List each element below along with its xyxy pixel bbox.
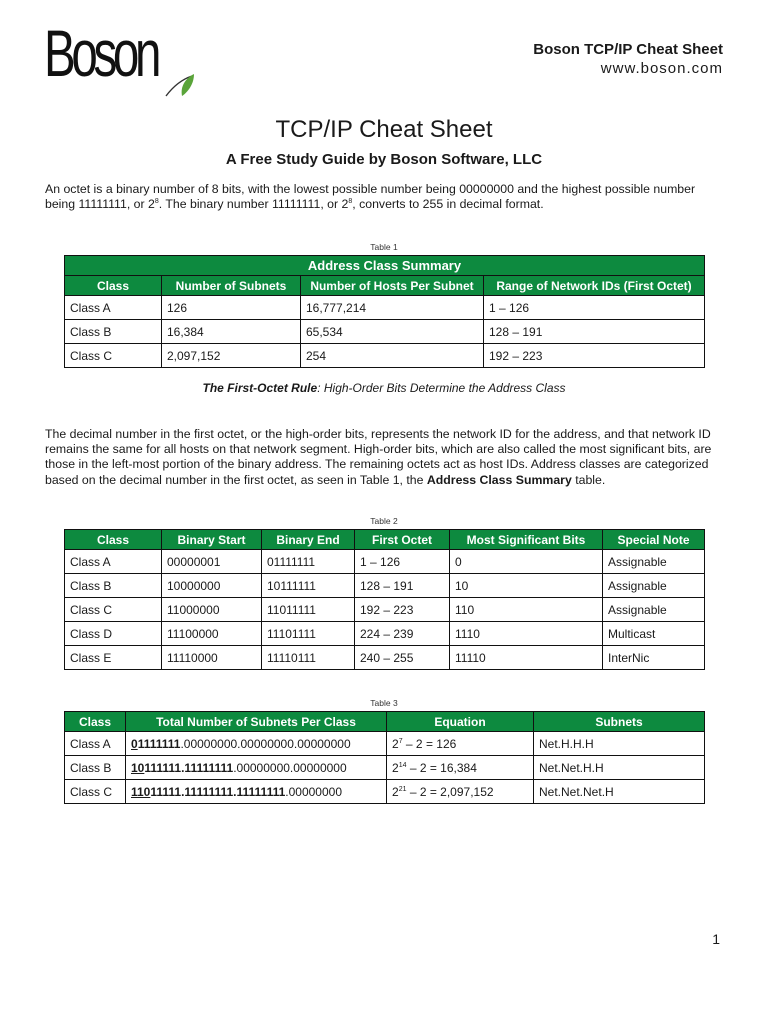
eq-rest: – 2 = 16,384 — [406, 760, 477, 775]
table-cell: 10000000 — [162, 574, 262, 598]
table-cell: 01111111 — [262, 550, 355, 574]
table-cell: 192 – 223 — [484, 344, 705, 368]
table2-header: Class — [65, 530, 162, 550]
table3-header: Class — [65, 712, 126, 732]
body-paragraph — [45, 427, 725, 488]
table3-caption: Table 3 — [370, 698, 398, 708]
intro-exponent-2: 8 — [348, 198, 353, 206]
table-cell: 11000000 — [162, 598, 262, 622]
table-cell: Class D — [65, 622, 162, 646]
table-cell: 192 – 223 — [355, 598, 450, 622]
host-bits: .00000000.00000000.00000000 — [180, 736, 351, 751]
table2-header: Special Note — [603, 530, 705, 550]
table-cell — [387, 732, 534, 756]
table2-caption: Table 2 — [370, 516, 398, 526]
intro-text-b: . The binary number 11111111, or 2 — [158, 197, 349, 212]
table-cell — [387, 780, 534, 804]
table-cell: Class C — [65, 344, 162, 368]
table1-header: Number of Hosts Per Subnet — [301, 276, 484, 296]
table-row — [65, 550, 705, 574]
table-cell — [126, 732, 387, 756]
table3-header: Total Number of Subnets Per Class — [126, 712, 387, 732]
table-cell: 0 — [450, 550, 603, 574]
first-octet-table — [64, 529, 705, 670]
table-cell: Class A — [65, 296, 162, 320]
eq-rest: – 2 = 126 — [402, 736, 457, 751]
table-cell: 126 — [162, 296, 301, 320]
table1-header: Range of Network IDs (First Octet) — [484, 276, 705, 296]
first-octet-rule — [0, 381, 768, 395]
page-number: 1 — [712, 931, 720, 947]
page-title: TCP/IP Cheat Sheet — [275, 116, 493, 143]
table-cell: 00000001 — [162, 550, 262, 574]
table2-header: First Octet — [355, 530, 450, 550]
table1-header: Number of Subnets — [162, 276, 301, 296]
table3-header: Equation — [387, 712, 534, 732]
host-bits: .00000000.00000000 — [233, 760, 347, 775]
table-cell: 2,097,152 — [162, 344, 301, 368]
intro-paragraph — [45, 182, 725, 212]
eq-base: 2 — [392, 784, 399, 799]
intro-text-a: An octet is a binary number of 8 bits, with the lowest possible number being 00000000 and the highest possible number being 11111111, or 2 — [45, 182, 696, 212]
table-cell: 110 — [450, 598, 603, 622]
table-cell: 128 – 191 — [355, 574, 450, 598]
table-cell: Class C — [65, 598, 162, 622]
eq-base: 2 — [392, 736, 399, 751]
table-cell: 128 – 191 — [484, 320, 705, 344]
table-cell: Class A — [65, 550, 162, 574]
table-cell: 1110 — [450, 622, 603, 646]
table-cell: Class E — [65, 646, 162, 670]
table-cell: 1 – 126 — [484, 296, 705, 320]
host-bits: .00000000 — [285, 784, 342, 799]
table-cell: 1 – 126 — [355, 550, 450, 574]
eq-exponent: 14 — [398, 761, 407, 769]
table-row — [65, 622, 705, 646]
table-cell: 11110111 — [262, 646, 355, 670]
table-cell: 224 – 239 — [355, 622, 450, 646]
table-row — [65, 646, 705, 670]
table-cell: InterNic — [603, 646, 705, 670]
table-cell: Assignable — [603, 598, 705, 622]
eq-exponent: 21 — [398, 785, 407, 793]
table2-header: Most Significant Bits — [450, 530, 603, 550]
table-cell: Net.H.H.H — [534, 732, 705, 756]
table-cell: Multicast — [603, 622, 705, 646]
table1-header: Class — [65, 276, 162, 296]
table-cell: 16,777,214 — [301, 296, 484, 320]
table-cell: Class A — [65, 732, 126, 756]
table-row — [65, 574, 705, 598]
table-cell: 11100000 — [162, 622, 262, 646]
network-bits-underlined: 10 — [131, 760, 145, 775]
header-url[interactable]: www.boson.com — [600, 60, 723, 77]
logo-wordmark: Boson — [44, 16, 158, 90]
eq-rest: – 2 = 2,097,152 — [406, 784, 494, 799]
network-bits: 1111111 — [137, 736, 181, 751]
table-cell: 10111111 — [262, 574, 355, 598]
table2-header: Binary Start — [162, 530, 262, 550]
table-row — [65, 296, 705, 320]
body-bold-text: Address Class Summary — [426, 472, 572, 487]
table-cell: Assignable — [603, 550, 705, 574]
table-row — [65, 732, 705, 756]
rule-rest: : High-Order Bits Determine the Address Class — [317, 381, 566, 395]
table-cell: Class B — [65, 574, 162, 598]
table-cell: 11101111 — [262, 622, 355, 646]
table-cell: 10 — [450, 574, 603, 598]
intro-exponent-1: 8 — [154, 198, 159, 206]
table-cell: Class C — [65, 780, 126, 804]
table-cell: 16,384 — [162, 320, 301, 344]
table-row — [65, 756, 705, 780]
table-cell: 11110 — [450, 646, 603, 670]
table-cell: Class B — [65, 756, 126, 780]
table-row — [65, 320, 705, 344]
table-cell: 65,534 — [301, 320, 484, 344]
address-class-summary-table — [64, 255, 705, 368]
table2-header: Binary End — [262, 530, 355, 550]
network-bits: 11111.11111111.11111111 — [150, 784, 286, 799]
rule-bold: The First-Octet Rule — [202, 381, 318, 395]
table-row — [65, 780, 705, 804]
table1-title: Address Class Summary — [65, 256, 705, 276]
table-cell: Assignable — [603, 574, 705, 598]
table-cell: 11110000 — [162, 646, 262, 670]
body-text: The decimal number in the first octet, or the high-order bits, represents the network ID for the address, and that network ID remains the same for all hosts on that network segment. High-order bits, which are also called the most significant bits, are those in the left-most portion of the binary address. The remaining octets act as host IDs. Address classes are categorized based on the decimal number in the first octet, as seen in Table 1, the — [45, 427, 712, 487]
network-bits: 111111.11111111 — [144, 760, 234, 775]
table-cell — [126, 780, 387, 804]
header-title: Boson TCP/IP Cheat Sheet — [533, 41, 723, 58]
table-cell: 11011111 — [262, 598, 355, 622]
network-bits-underlined: 0 — [131, 736, 138, 751]
eq-exponent: 7 — [398, 737, 403, 745]
table-cell: Net.Net.H.H — [534, 756, 705, 780]
table-cell: Class B — [65, 320, 162, 344]
intro-text-c: , converts to 255 in decimal format. — [352, 197, 544, 212]
leaf-icon — [162, 66, 198, 102]
subnets-per-class-table — [64, 711, 705, 804]
table-cell: 240 – 255 — [355, 646, 450, 670]
table-row — [65, 598, 705, 622]
network-bits-underlined: 110 — [131, 784, 151, 799]
table-cell — [126, 756, 387, 780]
page-subtitle: A Free Study Guide by Boson Software, LLC — [225, 151, 543, 168]
table1-caption: Table 1 — [370, 242, 398, 252]
table-cell: Net.Net.Net.H — [534, 780, 705, 804]
table3-header: Subnets — [534, 712, 705, 732]
table-cell — [387, 756, 534, 780]
table-cell: 254 — [301, 344, 484, 368]
body-text-end: table. — [571, 472, 606, 487]
table-row — [65, 344, 705, 368]
eq-base: 2 — [392, 760, 399, 775]
boson-logo — [44, 16, 184, 100]
